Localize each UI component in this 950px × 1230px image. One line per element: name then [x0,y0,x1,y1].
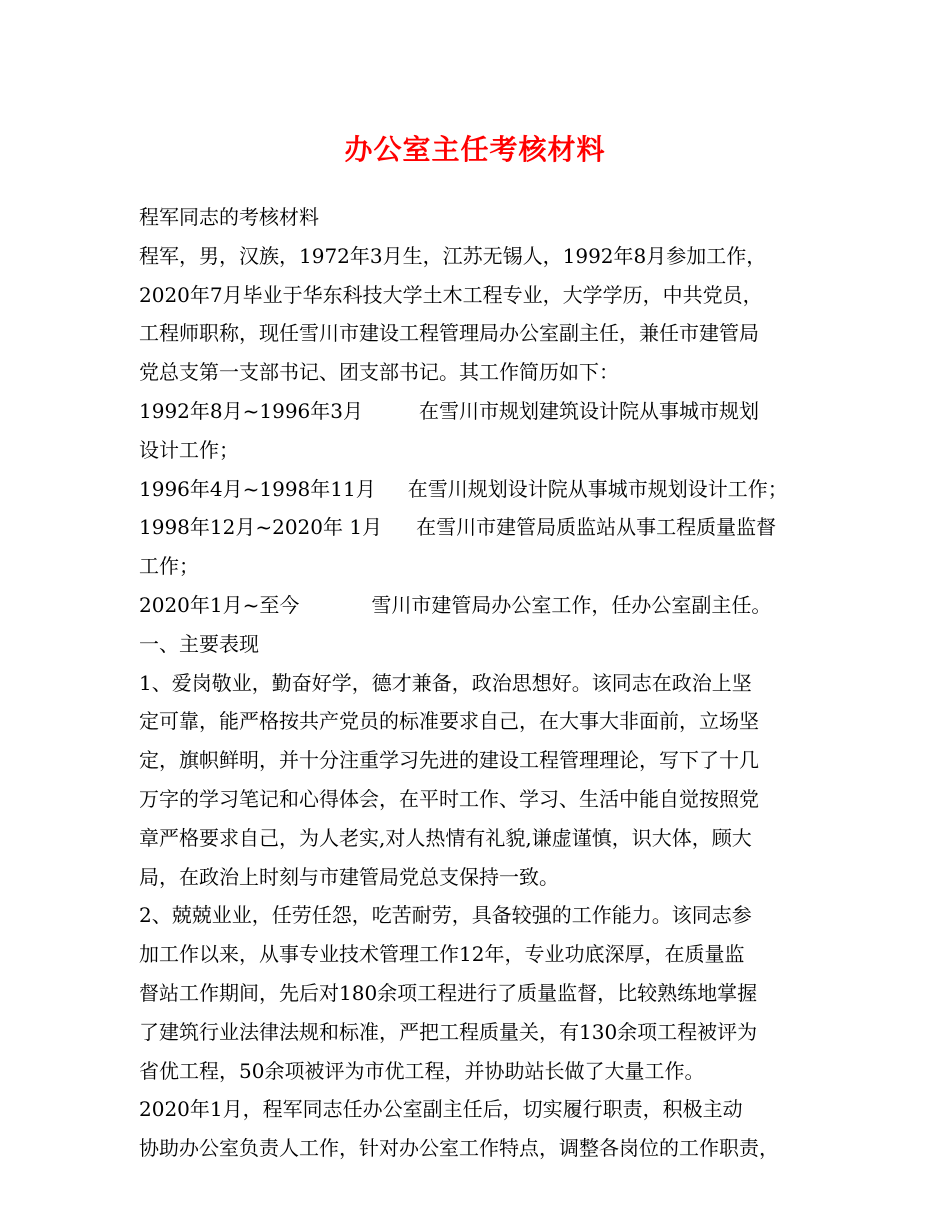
history-period: 1996年4月~1998年11月 [139,476,376,501]
body-line: 协助办公室负责人工作，针对办公室工作特点，调整各岗位的工作职责， [139,1136,779,1161]
history-period: 1992年8月~1996年3月 [139,398,364,423]
body-line: 2020年1月，程军同志任办公室副主任后，切实履行职责，积极主动 [139,1097,743,1122]
history-desc: 在雪川市建管局质监站从事工程质量监督 [416,515,777,540]
body-line: 督站工作期间，先后对180余项工程进行了质量监督，比较熟练地掌握 [139,980,758,1005]
body-line: 局，在政治上时刻与市建管局党总支保持一致。 [139,864,559,889]
history-period: 1998年12月~2020年 1月 [139,515,383,540]
history-desc: 雪川市建管局办公室工作，任办公室副主任。 [371,592,772,617]
history-row [139,392,819,431]
history-desc: 在雪川规划设计院从事城市规划设计工作； [407,476,788,501]
document-title: 办公室主任考核材料 [344,133,606,166]
body-line: 设计工作； [139,437,239,462]
body-line: 工作； [139,554,199,579]
history-row [139,508,819,547]
history-row [139,470,819,509]
body-line: 程军，男，汉族，1972年3月生，江苏无锡人，1992年8月参加工作， [139,243,767,268]
history-period: 2020年1月~至今 [139,592,300,617]
body-line: 了建筑行业法律法规和标准，严把工程质量关，有130余项工程被评为 [139,1019,758,1044]
history-desc: 在雪川市规划建筑设计院从事城市规划 [419,398,760,423]
body-line: 章严格要求自己，为人老实,对人热情有礼貌,谦虚谨慎，识大体，顾大 [139,825,752,850]
subheading: 程军同志的考核材料 [139,205,319,229]
body-line: 省优工程，50余项被评为市优工程，并协助站长做了大量工作。 [139,1058,705,1083]
body-line: 党总支第一支部书记、团支部书记。其工作简历如下： [139,360,619,385]
history-row [139,586,819,625]
body-line: 2、兢兢业业，任劳任怨，吃苦耐劳，具备较强的工作能力。该同志参 [139,903,752,928]
body-line: 定，旗帜鲜明，并十分注重学习先进的建设工程管理理论，写下了十几 [139,748,759,773]
body-line: 万字的学习笔记和心得体会，在平时工作、学习、生活中能自觉按照党 [139,786,759,811]
body-line: 2020年7月毕业于华东科技大学土木工程专业，大学学历，中共党员， [139,282,763,307]
body-line: 1、爱岗敬业，勤奋好学，德才兼备，政治思想好。该同志在政治上坚 [139,670,752,695]
body-line: 工程师职称，现任雪川市建设工程管理局办公室副主任，兼任市建管局 [139,321,759,346]
document-body [139,198,819,1168]
body-line: 定可靠，能严格按共产党员的标准要求自己，在大事大非面前，立场坚 [139,709,759,734]
section-heading: 一、主要表现 [139,631,259,656]
body-line: 加工作以来，从事专业技术管理工作12年，专业功底深厚，在质量监 [139,942,745,967]
